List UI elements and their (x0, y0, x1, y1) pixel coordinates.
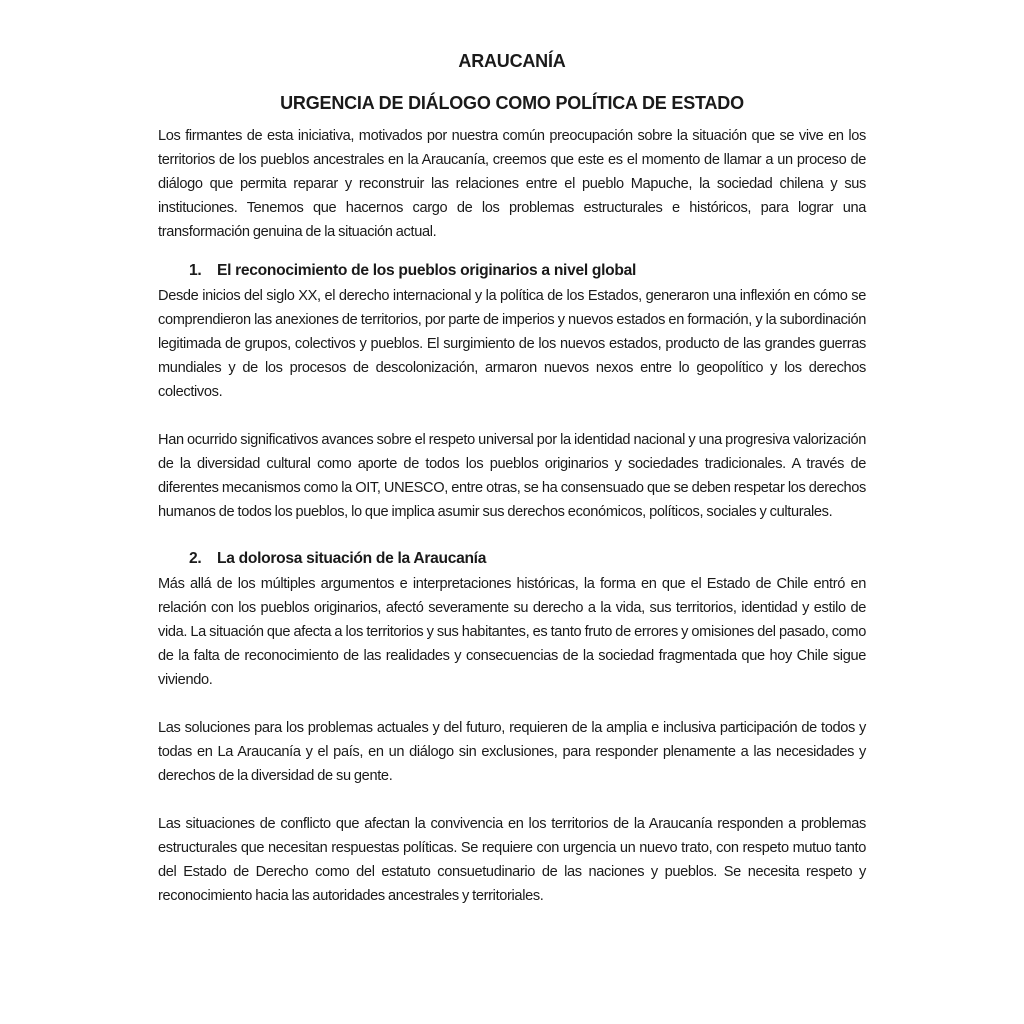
section-1-number: 1. (189, 262, 202, 279)
document-page (158, 48, 866, 908)
section-2-paragraph-1: Más allá de los múltiples argumentos e interpretaciones históricas, la forma en que el Estado de Chile entró en relación con los pueblos originarios, afectó severamente su derecho a la vida, sus territorios, identidad y estilo de vida. La situación que afecta a los territorios y sus habitantes, es tanto fruto de errores y omisiones del pasado, como de la falta de reconocimiento de las realidades y consecuencias de la sociedad fragmentada que hoy Chile sigue viviendo. (158, 576, 866, 688)
section-2-paragraph-2: Las soluciones para los problemas actuales y del futuro, requieren de la amplia e inclusiva participación de todos y todas en La Araucanía y el país, en un diálogo sin exclusiones, para responder plenamente a las necesidades y derechos de la diversidad de su gente. (158, 720, 866, 784)
section-2-paragraph-3: Las situaciones de conflicto que afectan la convivencia en los territorios de la Araucanía responden a problemas estructurales que necesitan respuestas políticas. Se requiere con urgencia un nuevo trato, con respeto mutuo tanto del Estado de Derecho como del estatuto consuetudinario de las naciones y pueblos. Se necesita respeto y reconocimiento hacia las autoridades ancestrales y territoriales. (158, 816, 866, 904)
intro-paragraph: Los firmantes de esta iniciativa, motivados por nuestra común preocupación sobre la situación que se vive en los territorios de los pueblos ancestrales en la Araucanía, creemos que este es el momento de llamar a un proceso de diálogo que permita reparar y reconstruir las relaciones entre el pueblo Mapuche, la sociedad chilena y sus instituciones. Tenemos que hacernos cargo de los problemas estructurales e históricos, para lograr una transformación genuina de la situación actual. (158, 128, 866, 240)
section-1-paragraph-2: Han ocurrido significativos avances sobre el respeto universal por la identidad nacional y una progresiva valorización de la diversidad cultural como aporte de todos los pueblos originarios y sociedades tradicionales. A través de diferentes mecanismos como la OIT, UNESCO, entre otras, se ha consensuado que se deben respetar los derechos humanos de todos los pueblos, lo que implica asumir sus derechos económicos, políticos, sociales y culturales. (158, 432, 866, 520)
paragraph-spacer (158, 404, 866, 428)
paragraph-spacer (158, 788, 866, 812)
paragraph-spacer (158, 692, 866, 716)
document-title: ARAUCANÍA (458, 51, 566, 71)
section-2-heading (158, 546, 866, 572)
section-2-number: 2. (189, 550, 202, 567)
section-2-title: La dolorosa situación de la Araucanía (217, 550, 487, 567)
section-1-title: El reconocimiento de los pueblos originarios a nivel global (217, 262, 637, 279)
section-1-heading (158, 258, 866, 284)
document-subtitle: URGENCIA DE DIÁLOGO COMO POLÍTICA DE ESTADO (280, 93, 744, 113)
section-1-paragraph-1: Desde inicios del siglo XX, el derecho internacional y la política de los Estados, generaron una inflexión en cómo se comprendieron las anexiones de territorios, por parte de imperios y nuevos estados en formación, y la subordinación legitimada de grupos, colectivos y pueblos. El surgimiento de los nuevos estados, producto de las grandes guerras mundiales y de los procesos de descolonización, armaron nuevos nexos entre lo geopolítico y los derechos colectivos. (158, 288, 866, 400)
